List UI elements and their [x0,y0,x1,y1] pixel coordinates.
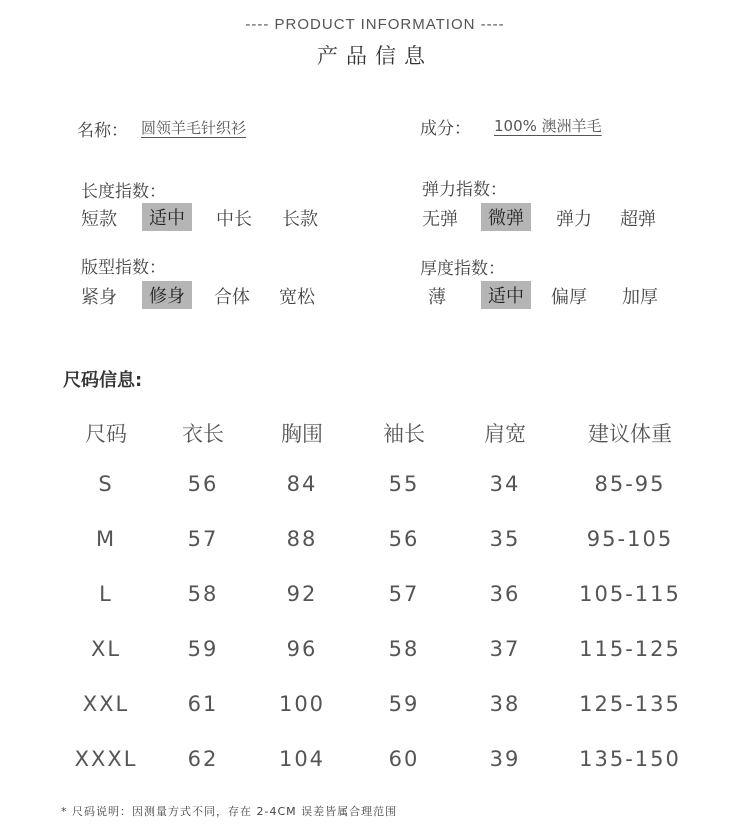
size-cell: 56 [187,472,219,496]
size-cell: 37 [489,637,521,661]
length-option-long: 长款 [282,209,318,230]
header-chinese-title: 产品信息 [317,44,433,68]
size-cell: 58 [388,637,420,661]
thickness-index-label: 厚度指数： [420,259,505,279]
thickness-option-thick: 偏厚 [551,287,587,308]
elasticity-option-super: 超弹 [620,209,656,230]
fit-option-loose: 宽松 [279,287,315,308]
size-cell: 62 [187,747,219,771]
size-cell: 135-150 [579,747,681,771]
size-cell: 38 [489,692,521,716]
elasticity-option-none: 无弹 [422,209,458,230]
size-cell: 34 [489,472,521,496]
elasticity-option-elastic: 弹力 [556,209,592,230]
size-cell: XXXL [74,747,138,771]
size-cell: M [95,527,117,551]
elasticity-option-slight-selected: 微弹 [481,203,531,231]
length-index-label: 长度指数： [81,182,166,202]
size-header-chest: 胸围 [281,422,323,446]
fit-option-tight: 紧身 [81,287,117,308]
size-cell: 115-125 [579,637,681,661]
size-cell: 92 [286,582,318,606]
size-cell: 55 [388,472,420,496]
size-cell: 96 [286,637,318,661]
size-cell: XL [90,637,122,661]
size-cell: 60 [388,747,420,771]
size-cell: 35 [489,527,521,551]
size-cell: 36 [489,582,521,606]
size-cell: XXL [82,692,130,716]
size-header-size: 尺码 [85,422,127,446]
composition-value: 100% 澳洲羊毛 [494,117,602,135]
size-header-sleeve: 袖长 [383,422,425,446]
size-cell: S [98,472,114,496]
size-cell: 125-135 [579,692,681,716]
size-cell: 95-105 [586,527,674,551]
composition-label: 成分： [420,119,471,139]
thickness-option-extra-thick: 加厚 [622,287,658,308]
size-note: * 尺码说明：因测量方式不同，存在 2-4CM 误差皆属合理范围 [61,805,398,818]
size-cell: 39 [489,747,521,771]
fit-option-regular: 合体 [214,287,250,308]
thickness-option-thin: 薄 [428,287,446,308]
size-cell: 61 [187,692,219,716]
size-cell: 85-95 [594,472,666,496]
size-header-shoulder: 肩宽 [484,422,526,446]
size-cell: 58 [187,582,219,606]
size-cell: 57 [187,527,219,551]
size-cell: L [99,582,113,606]
size-info-title: 尺码信息: [63,370,143,391]
thickness-option-medium-selected: 适中 [481,281,531,309]
length-option-short: 短款 [81,209,117,230]
length-option-mid-long: 中长 [216,209,252,230]
size-header-weight: 建议体重 [588,422,672,446]
name-value: 圆领羊毛针织衫 [141,119,247,137]
fit-option-slim-selected: 修身 [142,281,192,309]
size-cell: 56 [388,527,420,551]
length-option-medium-selected: 适中 [142,203,192,231]
size-cell: 84 [286,472,318,496]
header-english-title: ---- PRODUCT INFORMATION ---- [245,16,505,33]
fit-index-label: 版型指数： [81,258,166,278]
size-cell: 88 [286,527,318,551]
elasticity-index-label: 弹力指数： [422,180,507,200]
name-label: 名称： [77,121,128,141]
size-cell: 105-115 [579,582,681,606]
size-cell: 57 [388,582,420,606]
size-cell: 59 [187,637,219,661]
size-header-length: 衣长 [182,422,224,446]
size-cell: 59 [388,692,420,716]
size-cell: 104 [278,747,326,771]
size-cell: 100 [278,692,326,716]
